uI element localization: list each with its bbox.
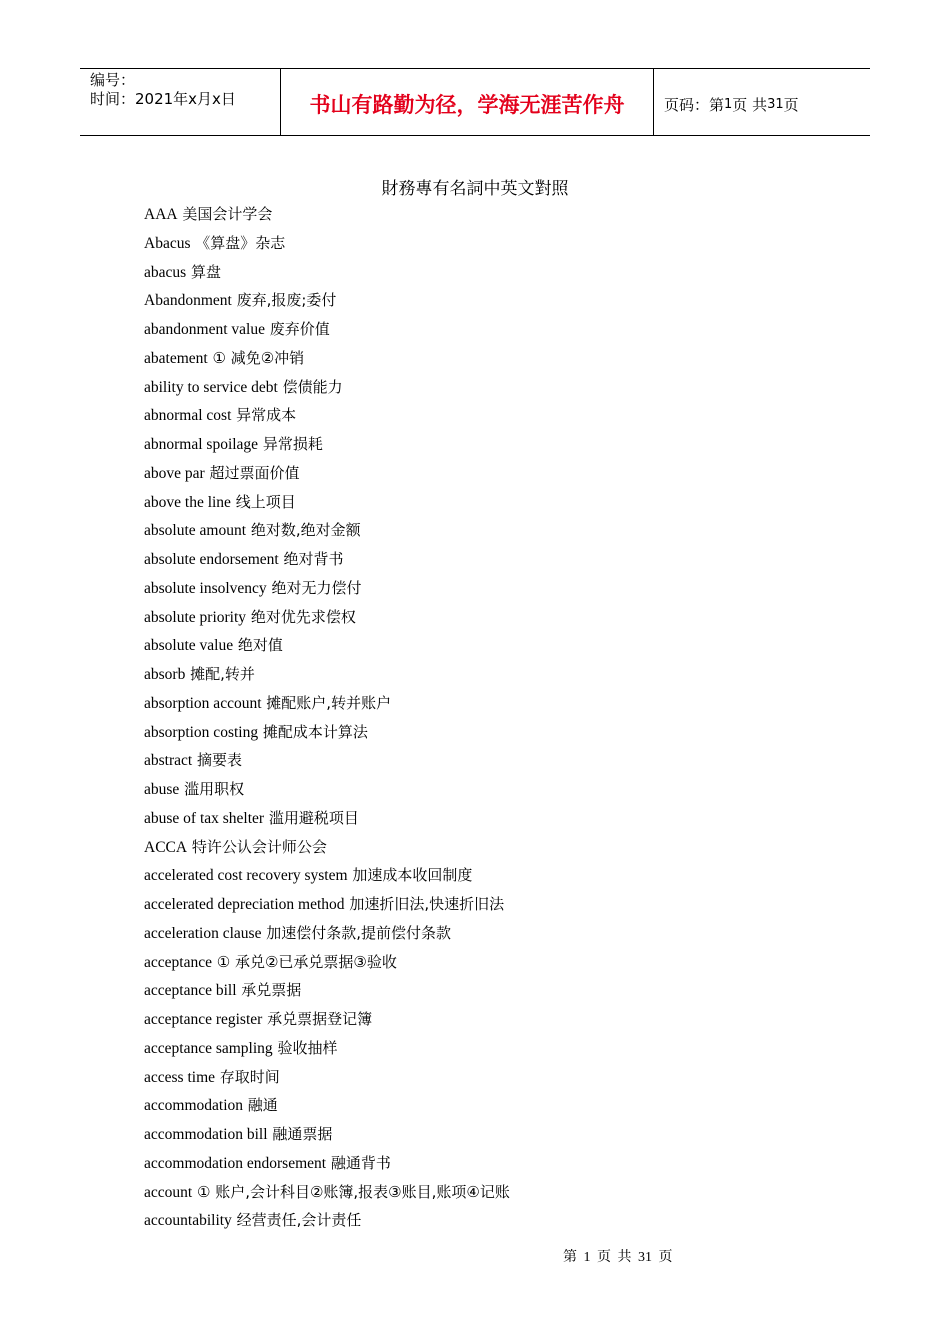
entry-english-term: accelerated depreciation method [144, 896, 345, 913]
entry-chinese-term: 特许公认会计师公会 [191, 837, 327, 856]
entry-english-term: ability to service debt [144, 378, 278, 396]
page-prefix: 页码：第 [664, 95, 725, 114]
page-footer [563, 1246, 673, 1266]
glossary-entry [144, 286, 844, 315]
entry-english-term: absorb [144, 666, 186, 683]
header-motto: 书山有路勤为径，学海无涯苦作舟 [281, 69, 654, 135]
glossary-list [144, 200, 844, 1235]
entry-chinese-term: 美国会计学会 [182, 205, 273, 223]
glossary-entry [144, 516, 844, 545]
glossary-entry [144, 574, 844, 603]
glossary-entry [144, 258, 844, 287]
entry-chinese-term: 异常成本 [236, 406, 297, 425]
entry-english-term: AAA [144, 206, 178, 223]
entry-chinese-term: 摊配,转并 [190, 665, 255, 683]
entry-chinese-term: 加速折旧法,快速折旧法 [349, 895, 505, 913]
glossary-entry [144, 488, 844, 517]
entry-chinese-term: 滥用职权 [184, 780, 245, 798]
number-label: 编号： [90, 71, 136, 89]
entry-chinese-term: 滥用避税项目 [268, 808, 359, 827]
entry-chinese-term: ① 承兑②已承兑票据③验收 [216, 952, 397, 971]
page-suffix: 页 [783, 95, 799, 114]
glossary-entry [144, 1120, 844, 1149]
glossary-entry [144, 1149, 844, 1178]
entry-chinese-term: 加速偿付条款,提前偿付条款 [266, 923, 452, 942]
entry-chinese-term: 加速成本收回制度 [352, 866, 473, 885]
glossary-entry [144, 229, 844, 258]
entry-chinese-term: 存取时间 [219, 1067, 280, 1086]
glossary-entry [144, 545, 844, 574]
entry-chinese-term: 融通背书 [330, 1153, 391, 1172]
entry-english-term: ACCA [144, 838, 188, 856]
glossary-entry [144, 1034, 844, 1063]
glossary-entry [144, 890, 844, 919]
footer-mid: 页 共 [597, 1250, 632, 1265]
entry-english-term: absolute endorsement [144, 551, 279, 568]
entry-english-term: abandonment value [144, 321, 265, 338]
page-number: 1 [724, 96, 733, 112]
entry-chinese-term: 《算盘》杂志 [195, 233, 286, 252]
entry-english-term: acceptance register [144, 1011, 263, 1028]
entry-chinese-term: ① 账户,会计科目②账簿,报表③账目,账项④记账 [196, 1182, 510, 1201]
entry-english-term: account [144, 1183, 193, 1201]
entry-english-term: abatement [144, 349, 208, 367]
entry-chinese-term: 算盘 [190, 262, 221, 281]
entry-chinese-term: 绝对值 [237, 636, 283, 655]
entry-chinese-term: 验收抽样 [277, 1038, 338, 1057]
entry-chinese-term: 融通 [247, 1096, 278, 1115]
entry-chinese-term: ① 减免②冲销 [212, 348, 305, 367]
glossary-entry [144, 373, 844, 402]
time-label: 时间：2021年x月x日 [90, 90, 236, 108]
entry-english-term: accommodation endorsement [144, 1154, 327, 1172]
entry-chinese-term: 摊配成本计算法 [262, 722, 368, 741]
entry-english-term: abuse of tax shelter [144, 809, 265, 827]
entry-english-term: acceptance [144, 953, 212, 971]
glossary-entry [144, 976, 844, 1005]
glossary-entry [144, 746, 844, 775]
entry-chinese-term: 废弃,报废;委付 [236, 291, 337, 310]
header-page-info [654, 69, 870, 137]
glossary-entry [144, 718, 844, 747]
entry-english-term: abacus [144, 263, 187, 281]
page-mid: 页 共 [732, 95, 768, 114]
entry-chinese-term: 绝对数,绝对金额 [250, 521, 361, 540]
entry-chinese-term: 融通票据 [272, 1125, 333, 1143]
footer-prefix: 第 [563, 1250, 577, 1265]
entry-english-term: accommodation [144, 1097, 243, 1115]
entry-english-term: absorption costing [144, 723, 259, 741]
glossary-entry [144, 689, 844, 718]
glossary-entry [144, 861, 844, 890]
entry-chinese-term: 超过票面价值 [209, 463, 300, 482]
entry-english-term: acceptance sampling [144, 1039, 273, 1057]
entry-chinese-term: 异常损耗 [262, 435, 323, 453]
entry-english-term: access time [144, 1068, 216, 1086]
entry-chinese-term: 偿债能力 [282, 377, 343, 396]
glossary-entry [144, 660, 844, 689]
glossary-entry [144, 833, 844, 862]
entry-english-term: Abandonment [144, 292, 232, 310]
entry-chinese-term: 绝对优先求偿权 [250, 607, 356, 626]
entry-english-term: absolute value [144, 637, 234, 655]
glossary-entry [144, 631, 844, 660]
entry-english-term: absolute amount [144, 522, 247, 540]
entry-english-term: acceleration clause [144, 924, 262, 942]
glossary-entry [144, 1206, 844, 1235]
entry-chinese-term: 经营责任,会计责任 [236, 1211, 362, 1230]
glossary-entry [144, 919, 844, 948]
entry-chinese-term: 承兑票据 [241, 981, 302, 1000]
document-title: 財務專有名詞中英文對照 [381, 179, 569, 199]
entry-chinese-term: 摊配账户,转并账户 [266, 693, 392, 712]
entry-english-term: accommodation bill [144, 1126, 268, 1143]
entry-english-term: abnormal cost [144, 407, 232, 425]
entry-english-term: accountability [144, 1212, 232, 1230]
footer-total: 31 [638, 1250, 652, 1265]
entry-english-term: absolute priority [144, 608, 247, 626]
footer-suffix: 页 [658, 1250, 673, 1265]
glossary-entry [144, 401, 844, 430]
glossary-entry [144, 603, 844, 632]
entry-english-term: accelerated cost recovery system [144, 867, 348, 885]
entry-english-term: above par [144, 464, 205, 482]
glossary-entry [144, 200, 844, 229]
footer-page-number: 1 [583, 1250, 591, 1265]
entry-english-term: absorption account [144, 694, 262, 712]
glossary-entry [144, 1005, 844, 1034]
document-header [80, 68, 870, 136]
header-meta [80, 69, 281, 135]
glossary-entry [144, 315, 844, 344]
entry-english-term: above the line [144, 493, 231, 511]
entry-chinese-term: 绝对背书 [283, 550, 344, 568]
glossary-entry [144, 775, 844, 804]
entry-english-term: acceptance bill [144, 982, 237, 1000]
glossary-entry [144, 430, 844, 459]
entry-chinese-term: 摘要表 [196, 751, 242, 770]
page-total: 31 [767, 96, 784, 112]
entry-chinese-term: 承兑票据登记簿 [267, 1010, 373, 1028]
entry-chinese-term: 废弃价值 [269, 320, 330, 338]
glossary-entry [144, 344, 844, 373]
entry-chinese-term: 线上项目 [235, 492, 296, 511]
glossary-entry [144, 804, 844, 833]
glossary-entry [144, 948, 844, 977]
entry-english-term: absolute insolvency [144, 579, 267, 597]
entry-english-term: abnormal spoilage [144, 436, 259, 453]
glossary-entry [144, 459, 844, 488]
glossary-entry [144, 1178, 844, 1207]
entry-chinese-term: 绝对无力偿付 [271, 578, 362, 597]
glossary-entry [144, 1091, 844, 1120]
entry-english-term: abuse [144, 781, 180, 798]
entry-english-term: abstract [144, 752, 193, 770]
glossary-entry [144, 1063, 844, 1092]
entry-english-term: Abacus [144, 234, 191, 252]
